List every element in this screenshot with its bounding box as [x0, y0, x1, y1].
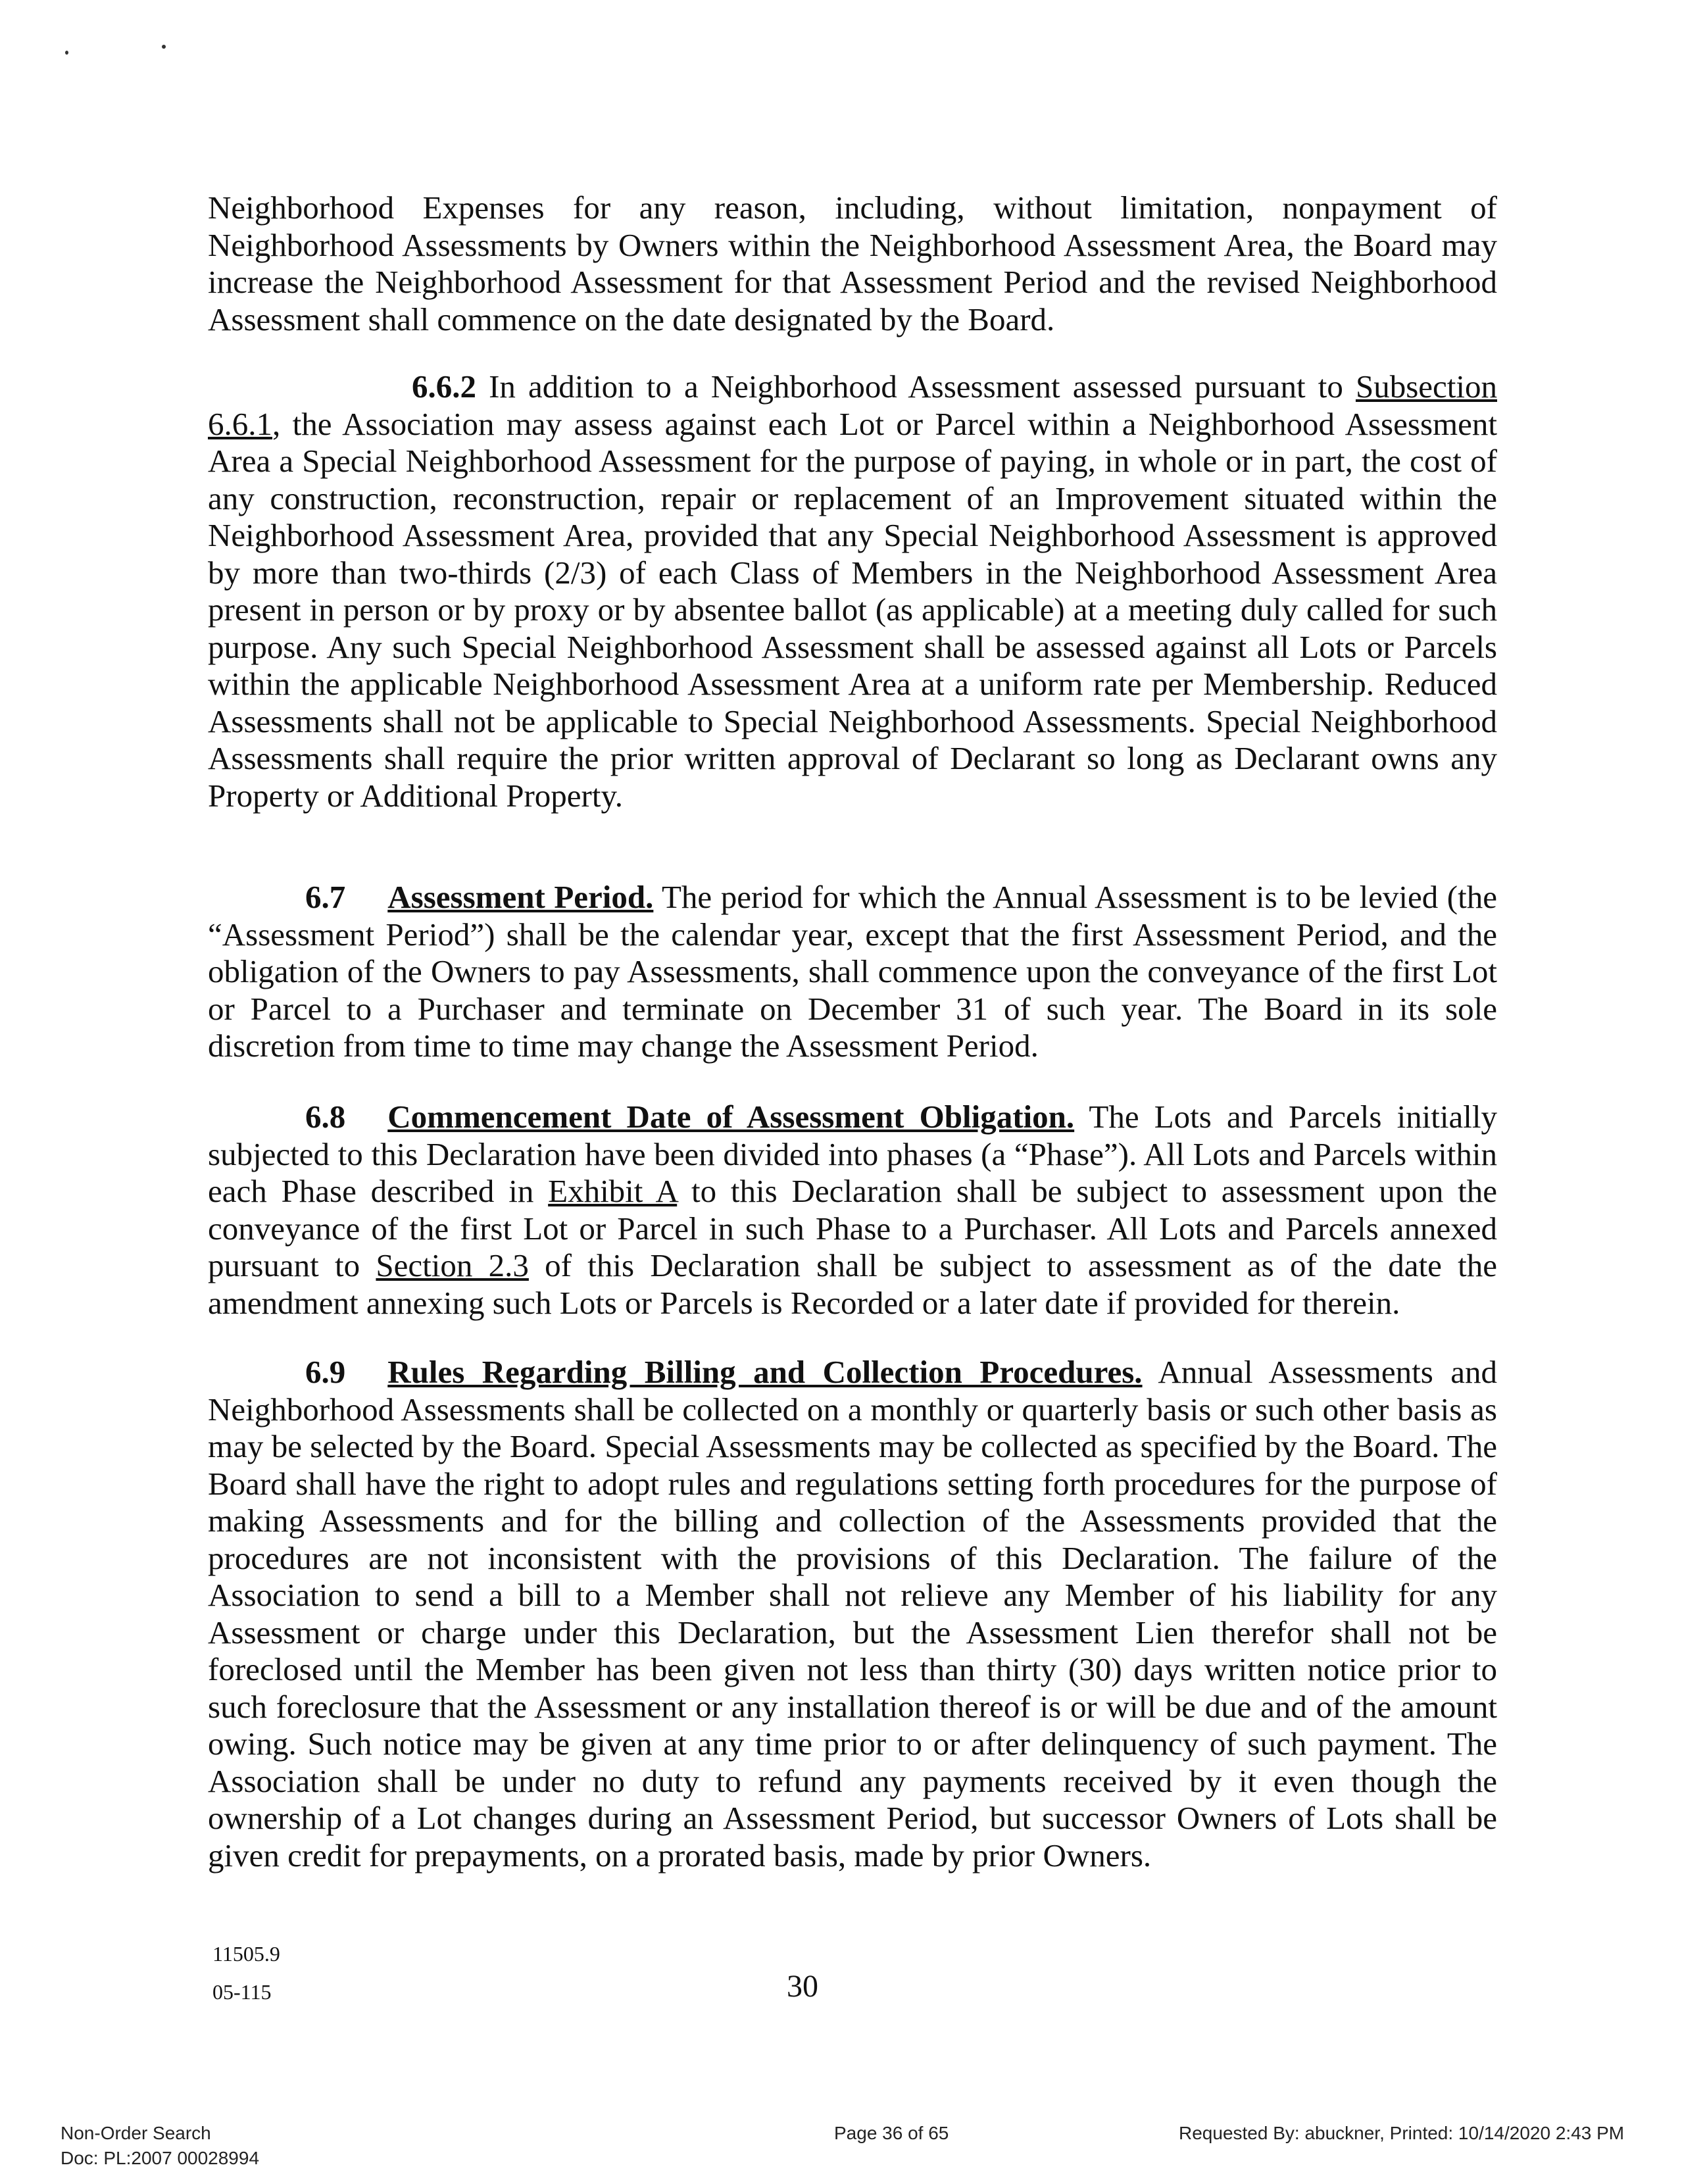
section-heading: Rules Regarding Billing and Collection Procedures. [387, 1354, 1143, 1390]
paragraph-text: , the Association may assess against each Lot or Parcel within a Neighborhood Assessment Area a Special Neighborhood Assessment for the purpose of paying, in whole or in part, the cost of any construction, reconstruction, repair or replacement of an Improvement situated within the Neighborhood Assessment Area, provided that any Special Neighborhood Assessment is approved by more than two-thirds (2/3) of each Class of Members in the Neighborhood Assessment Area present in person or by proxy or by absentee ballot (as applicable) at a meeting duly called for such purpose. Any such Special Neighborhood Assessment shall be assessed against all Lots or Parcels within the applicable Neighborhood Assessment Area at a uniform rate per Membership. Reduced Assessments shall not be applicable to Special Neighborhood Assessments. Special Neighborhood Assessments shall require the prior written approval of Declarant so long as Declarant owns any Property or Additional Property. [208, 405, 1497, 814]
paragraph-text: to this Declaration shall be subject to assessment upon the conveyance of the first Lot or Parcel in such Phase to a Purchaser. All Lots and Parcels annexed pursuant to [208, 1173, 1497, 1283]
section-heading: Commencement Date of Assessment Obligation. [387, 1099, 1075, 1135]
section-number: 6.7 [305, 879, 346, 915]
section-6-8 [208, 1099, 1497, 1322]
section-6-9 [208, 1354, 1497, 1874]
cross-reference: Exhibit A [548, 1173, 678, 1209]
paragraph-text: In addition to a Neighborhood Assessment assessed pursuant to [476, 368, 1356, 405]
scan-speck [65, 51, 68, 55]
section-6-6-2 [208, 368, 1497, 814]
scan-speck [162, 45, 166, 49]
document-code: 05-115 [212, 1980, 272, 2004]
stamp-page-count: Page 36 of 65 [834, 2123, 949, 2143]
stamp-doc-id: Doc: PL:2007 00028994 [61, 2148, 260, 2168]
cross-reference: Section 2.3 [376, 1247, 529, 1283]
document-code: 11505.9 [212, 1942, 280, 1966]
section-number: 6.9 [305, 1354, 346, 1390]
stamp-search-type: Non-Order Search [61, 2123, 211, 2143]
page-number: 30 [787, 1969, 818, 2004]
stamp-requested-by: Requested By: abuckner, Printed: 10/14/2020 2:43 PM [1179, 2123, 1625, 2143]
paragraph-text: The period for which the Annual Assessment is to be levied (the “Assessment Period”) shall be the calendar year, except that the first Assessment Period, and the obligation of the Owners to pay Assessments, shall commence upon the conveyance of the first Lot or Parcel to a Purchaser and terminate on December 31 of such year. The Board in its sole discretion from time to time may change the Assessment Period. [208, 879, 1497, 1064]
paragraph-text: of this Declaration shall be subject to assessment as of the date the amendment annexing such Lots or Parcels is Recorded or a later date if provided for therein. [208, 1247, 1497, 1321]
paragraph-text: Annual Assessments and Neighborhood Assessments shall be collected on a monthly or quarterly basis or such other basis as may be selected by the Board. Special Assessments may be collected as specified by the Board. The Board shall have the right to adopt rules and regulations setting forth procedures for the purpose of making Assessments and for the billing and collection of the Assessments provided that the procedures are not inconsistent with the provisions of this Declaration. The failure of the Association to send a bill to a Member shall not relieve any Member of his liability for any Assessment or charge under this Declaration, but the Assessment Lien therefor shall not be foreclosed until the Member has been given not less than thirty (30) days written notice prior to such foreclosure that the Assessment or any installation thereof is or will be due and of the amount owing. Such notice may be given at any time prior to or after delinquency of such payment. The Association shall be under no duty to refund any payments received by it even though the ownership of a Lot changes during an Assessment Period, but successor Owners of Lots shall be given credit for prepayments, on a prorated basis, made by prior Owners. [208, 1354, 1498, 1874]
paragraph-text: Neighborhood Expenses for any reason, including, without limitation, nonpayment of Neighborhood Assessments by Owners within the Neighborhood Assessment Area, the Board may increase the Neighborhood Assessment for that Assessment Period and the revised Neighborhood Assessment shall commence on the date designated by the Board. [208, 189, 1497, 337]
section-heading: Assessment Period. [387, 879, 654, 915]
section-number: 6.6.2 [412, 368, 476, 405]
cross-reference: Subsection 6.6.1 [208, 368, 1497, 442]
paragraph-continuation [208, 189, 1497, 338]
section-6-7 [208, 879, 1497, 1065]
paragraph-text: The Lots and Parcels initially subjected to this Declaration have been divided into phases (a “Phase”). All Lots and Parcels within each Phase described in [208, 1099, 1497, 1209]
section-number: 6.8 [305, 1099, 346, 1135]
